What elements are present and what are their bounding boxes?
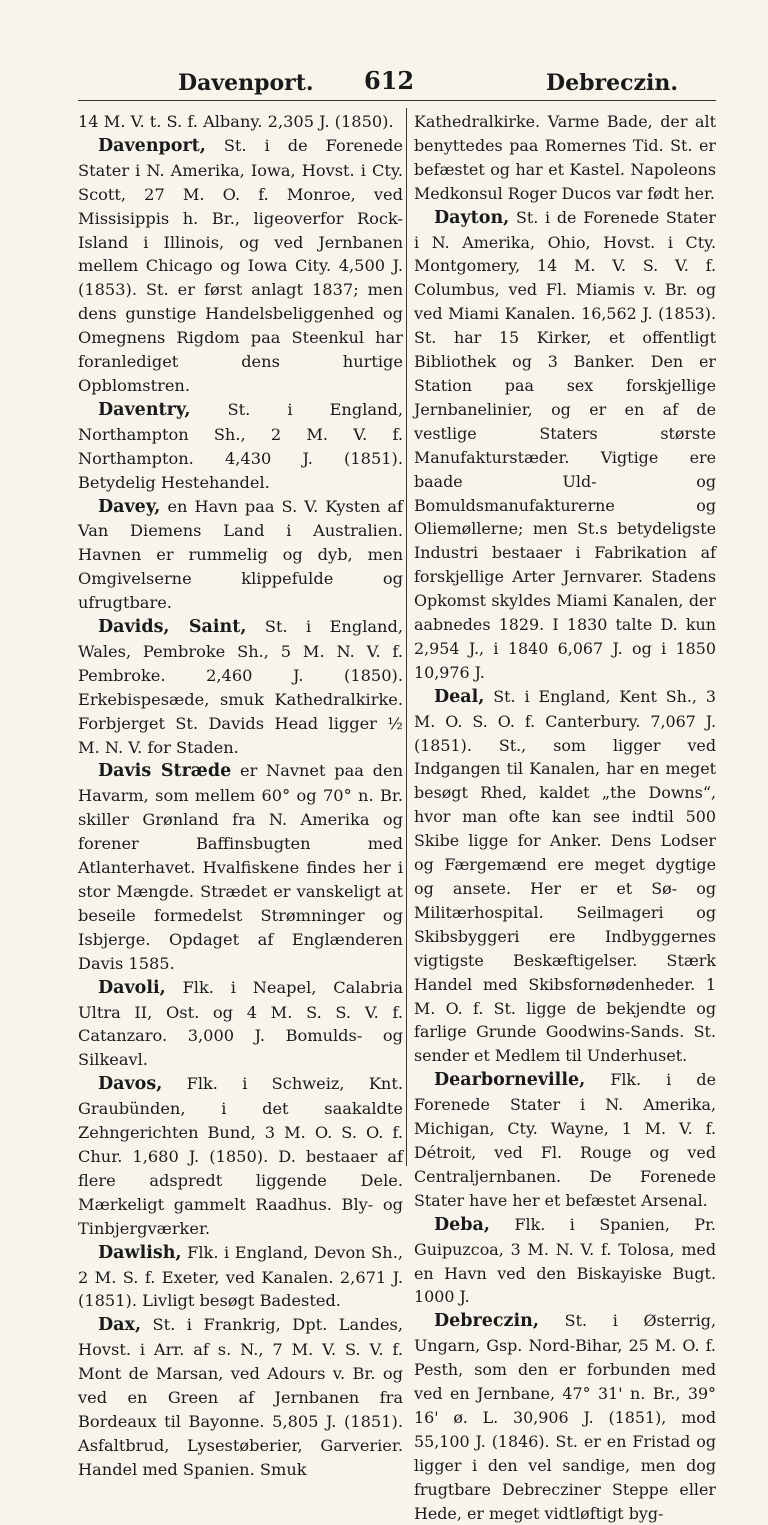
dictionary-entry (414, 1309, 716, 1525)
entry-text: Flk. i Spanien, Pr. Guipuzcoa, 3 M. N. V. f. Tolosa, med en Havn ved den Biskayiske Bugt. 1000 J. (414, 1214, 716, 1307)
entry-text: St. i England, Northampton Sh., 2 M. V. f. Northampton. 4,430 J. (1851). Betydelig Hestehandel. (78, 399, 403, 492)
right-column (414, 110, 716, 1525)
page-number: 612 (364, 66, 415, 95)
entry-text: St. i England, Kent Sh., 3 M. O. S. O. f. Canterbury. 7,067 J. (1851). St., som ligger ved Indgangen til Kanalen, har en meget besøgt Rhed, kaldet „the Downs“, hvor man ofte kan see indtil 500 Skibe ligge for Anker. Dens Lodser og Færgemænd ere meget dygtige og ansete. Her er et Sø- og Militærhospital. Seilmageri og Skibsbyggeri ere Indbyggernes vigtigste Beskæftigelser. Stærk Handel med Skibsfornødenheder. 1 M. O. f. St. ligge de bekjendte og farlige Grunde Goodwins-Sands. St. sender et Medlem til Underhuset. (414, 686, 716, 1066)
left-column (78, 110, 403, 1482)
entry-text: Flk. i Schweiz, Knt. Graubünden, i det saakaldte Zehngerichten Bund, 3 M. O. S. O. f. Chur. 1,680 J. (1850). D. bestaaer af flere adspredt liggende Dele. Mærkeligt gammelt Raadhus. Bly- og Tinbjergværker. (78, 1074, 403, 1238)
dictionary-entry (78, 398, 403, 495)
dictionary-entry (78, 110, 403, 134)
header-left-catchword: Davenport. (178, 70, 314, 96)
entry-headword: Dax, (98, 1315, 142, 1336)
entry-headword: Daventry, (98, 399, 191, 420)
header-right-catchword: Debreczin. (546, 70, 678, 96)
dictionary-entry (78, 495, 403, 616)
entry-headword: Deal, (434, 686, 485, 707)
entry-text: Flk. i de Forenede Stater i N. Amerika, Michigan, Cty. Wayne, 1 M. V. f. Détroit, ved Fl. Rouge og ved Centraljernbanen. De Forenede Stater have her et befæstet Arsenal. (414, 1070, 716, 1210)
entry-text: St. i Østerrig, Ungarn, Gsp. Nord-Bihar, 25 M. O. f. Pesth, som den er forbunden med ved en Jernbane, 47° 31' n. Br., 39° 16' ø. L. 30,906 J. (1851), mod 55,100 J. (1846). St. er en Fristad og ligger i den vel sandige, men dog frugtbare Debrecziner Steppe eller Hede, er meget vidtløftigt byg- (414, 1311, 716, 1523)
entry-headword: Dayton, (434, 207, 510, 228)
entry-text: 14 M. V. t. S. f. Albany. 2,305 J. (1850). (78, 112, 394, 131)
entry-text: St. i Frankrig, Dpt. Landes, Hovst. i Arr. af s. N., 7 M. V. S. V. f. Mont de Marsan, ved Adours v. Br. og ved en Green af Jernbanen fra Bordeaux til Bayonne. 5,805 J. (1851). Asfaltbrud, Lysestøberier, Garverier. Handel med Spanien. Smuk (78, 1315, 403, 1479)
entry-text: St. i de Forenede Stater i N. Amerika, Ohio, Hovst. i Cty. Montgomery, 14 M. V. S. V. f. Columbus, ved Fl. Miamis v. Br. og ved Miami Kanalen. 16,562 J. (1853). St. har 15 Kirker, et offentligt Bibliothek og 3 Banker. Den er Station paa sex forskjellige Jernbanelinier, og er en af de vestlige Staters største Manufakturstæder. Vigtige ere baade Uld- og Bomuldsmanufakturerne og Oliemøllerne; men St.s betydeligste Industri bestaaer i Fabrikation af forskjellige Arter Jernvarer. Stadens Opkomst skyldes Miami Kanalen, der aabnedes 1829. I 1830 talte D. kun 2,954 J., i 1840 6,067 J. og i 1850 10,976 J. (414, 207, 716, 682)
entry-text: St. i England, Wales, Pembroke Sh., 5 M. N. V. f. Pembroke. 2,460 J. (1850). Erkebispesæde, smuk Kathedralkirke. Forbjerget St. Davids Head ligger ½ M. N. V. for Staden. (78, 617, 403, 757)
dictionary-entry (78, 1072, 403, 1240)
dictionary-entry (414, 206, 716, 685)
entry-headword: Deba, (434, 1214, 490, 1235)
entry-headword: Davoli, (98, 977, 166, 998)
entry-headword: Davey, (98, 496, 161, 517)
dictionary-entry (78, 759, 403, 975)
dictionary-entry (78, 134, 403, 398)
entry-text: Flk. i England, Devon Sh., 2 M. S. f. Exeter, ved Kanalen. 2,671 J. (1851). Livligt besøgt Badested. (78, 1242, 403, 1311)
entry-headword: Davids, Saint, (98, 617, 247, 638)
dictionary-entry (78, 1313, 403, 1481)
entry-text: er Navnet paa den Havarm, som mellem 60° og 70° n. Br. skiller Grønland fra N. Amerika og forener Baffinsbugten med Atlanterhavet. Hvalfiskene findes her i stor Mængde. Strædet er vanskeligt at beseile formedelst Strømninger og Isbjerge. Opdaget af Englænderen Davis 1585. (78, 761, 404, 973)
dictionary-entry (414, 1068, 716, 1212)
dictionary-entry (414, 685, 716, 1069)
entry-headword: Dawlish, (98, 1242, 182, 1263)
dictionary-entry (78, 1241, 403, 1314)
entry-headword: Dearborneville, (434, 1070, 586, 1091)
dictionary-entry (78, 615, 403, 759)
entry-text: en Havn paa S. V. Kysten af Van Diemens Land i Australien. Havnen er rummelig og dyb, men Omgivelserne klippefulde og ufrugtbare. (78, 496, 403, 613)
entry-headword: Debreczin, (434, 1311, 539, 1332)
entry-text: Flk. i Neapel, Calabria Ultra II, Ost. og 4 M. S. S. V. f. Catanzaro. 3,000 J. Bomulds- og Silkeavl. (78, 977, 403, 1070)
column-divider (406, 108, 407, 1166)
dictionary-entry (78, 976, 403, 1073)
dictionary-entry (414, 1213, 716, 1310)
dictionary-entry (414, 110, 716, 206)
entry-headword: Davenport, (98, 135, 206, 156)
entry-text: St. i de Forenede Stater i N. Amerika, Iowa, Hovst. i Cty. Scott, 27 M. O. f. Monroe, ved Missisippis h. Br., ligeoverfor Rock-Island i Illinois, og ved Jernbanen mellem Chicago og Iowa City. 4,500 J. (1853). St. er først anlagt 1837; men dens gunstige Handelsbeliggenhed og Omegnens Rigdom paa Steenkul har foranlediget dens hurtige Opblomstren. (78, 135, 403, 395)
header-rule (78, 100, 716, 101)
entry-text: Kathedralkirke. Varme Bade, der alt benyttedes paa Romernes Tid. St. er befæstet og har et Kastel. Napoleons Medkonsul Roger Ducos var født her. (414, 112, 716, 203)
entry-headword: Davis Stræde (98, 761, 232, 782)
page-header (78, 66, 712, 98)
entry-headword: Davos, (98, 1074, 163, 1095)
